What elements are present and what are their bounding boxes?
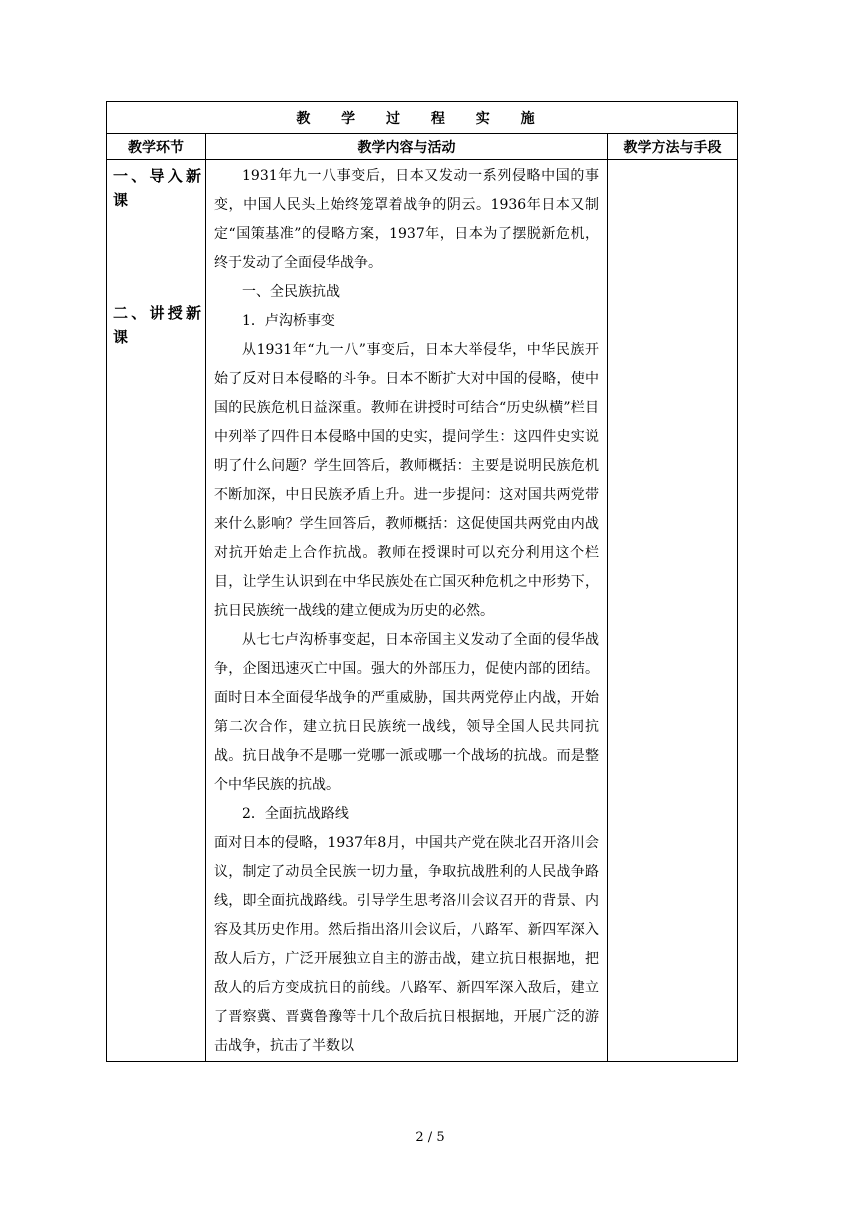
body-paragraph-1: 从1931年“九一八”事变后，日本大举侵华，中华民族开始了反对日本侵略的斗争。日本不断扩大对中国的侵略，使中国的民族危机日益深重。教师在讲授时可结合“历史纵横”栏目中列举了四件日本侵略中国的史实，提问学生：这四件史实说明了什么问题？学生回答后，教师概括：主要是说明民族危机不断加深，中日民族矛盾上升。进一步提问：这对国共两党带来什么影响？学生回答后，教师概括：这促使国共两党由内战对抗开始走上合作抗战。教师在授课时可以充分利用这个栏目，让学生认识到在中华民族处在亡国灭种危机之中形势下，抗日民族统一战线的建立便成为历史的必然。 — [214, 342, 599, 619]
stage-cell — [107, 160, 206, 1062]
subsection-heading-2: 2．全面抗战路线 — [242, 806, 349, 822]
header-method: 教学方法与手段 — [608, 134, 738, 160]
intro-paragraph: 1931年九一八事变后，日本又发动一系列侵略中国的事变，中国人民头上始终笼罩着战争的阴云。1936年日本又制定“国策基准”的侵略方案，1937年，日本为了摆脱新危机，终于发动了全面侵华战争。 — [214, 168, 599, 271]
stage-intro: 一、导入新课 — [113, 167, 201, 209]
body-paragraph-3: 面对日本的侵略，1937年8月，中国共产党在陕北召开洛川会议，制定了动员全民族一切力量，争取抗战胜利的人民战争路线，即全面抗战路线。引导学生思考洛川会议召开的背景、内容及其历史作用。然后指出洛川会议后，八路军、新四军深入敌人后方，广泛开展独立自主的游击战，建立抗日根据地，把敌人的后方变成抗日的前线。八路军、新四军深入敌后，建立了晋察冀、晋冀鲁豫等十几个敌后抗日根据地，开展广泛的游击战争，抗击了半数以 — [214, 835, 599, 1054]
header-stage: 教学环节 — [107, 134, 206, 160]
method-cell — [608, 160, 738, 1062]
section-heading: 一、全民族抗战 — [242, 284, 340, 300]
lesson-plan-table — [106, 101, 738, 1062]
header-content: 教学内容与活动 — [206, 134, 608, 160]
content-cell — [206, 160, 608, 1062]
page-number: 2 / 5 — [415, 1130, 445, 1145]
body-paragraph-2: 从七七卢沟桥事变起，日本帝国主义发动了全面的侵华战争，企图迅速灭亡中国。强大的外部压力，促使内部的团结。面时日本全面侵华战争的严重威胁，国共两党停止内战，开始第二次合作，建立抗日民族统一战线，领导全国人民共同抗战。抗日战争不是哪一党哪一派或哪一个战场的抗战。而是整个中华民族的抗战。 — [214, 632, 599, 793]
table-title: 教 学 过 程 实 施 — [107, 102, 738, 134]
subsection-heading-1: 1．卢沟桥事变 — [242, 313, 335, 329]
stage-lecture: 二、讲授新课 — [113, 304, 201, 346]
